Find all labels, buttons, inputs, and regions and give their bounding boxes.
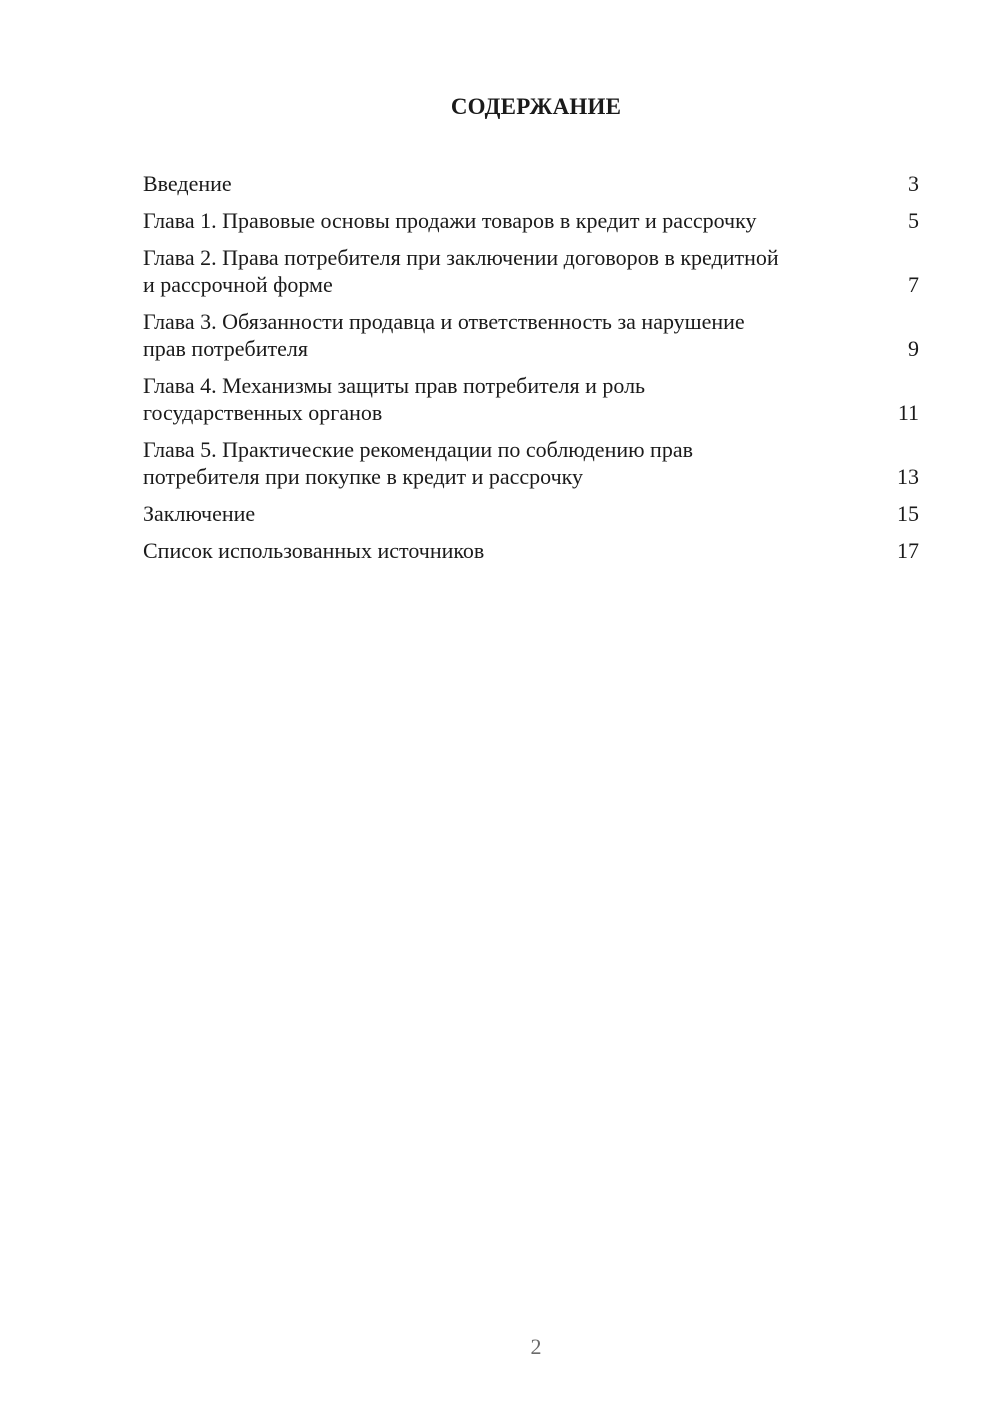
toc-entry-page: 5 [908,208,919,233]
toc-entry-page: 15 [897,501,919,526]
toc-entry-references [143,537,919,564]
toc-entry-page: 9 [908,336,919,361]
toc-entry-chapter-4 [143,372,919,426]
toc-entry-chapter-3 [143,308,919,362]
page-number: 2 [530,1334,542,1359]
toc-entry-conclusion [143,500,919,527]
toc-entry-page: 11 [897,400,919,425]
toc-entry-text: Глава 2. Права потребителя при заключении договоров в кредитной и рассрочной форме [143,245,779,297]
toc-entry-chapter-2 [143,244,919,298]
toc-entry-chapter-1 [143,207,919,234]
page-title: СОДЕРЖАНИЕ [450,94,622,119]
toc-entry-page: 7 [908,272,919,297]
toc-entry-chapter-5 [143,436,919,490]
toc-entry-text: Глава 1. Правовые основы продажи товаров в кредит и рассрочку [143,208,757,233]
toc-entry-page: 17 [897,538,919,563]
toc-entry-text: Глава 4. Механизмы защиты прав потребителя и роль государственных органов [143,373,646,425]
toc-entry-text: Глава 5. Практические рекомендации по соблюдению прав потребителя при покупке в кредит и рассрочку [143,437,693,489]
toc-entry-page: 3 [908,171,919,196]
toc-entry-text: Заключение [143,501,256,526]
toc-entry-introduction [143,170,919,197]
table-of-contents [143,170,919,574]
toc-entry-text: Глава 3. Обязанности продавца и ответственность за нарушение прав потребителя [143,309,745,361]
toc-entry-text: Введение [143,171,232,196]
toc-entry-text: Список использованных источников [143,538,485,563]
toc-entry-page: 13 [897,464,919,489]
